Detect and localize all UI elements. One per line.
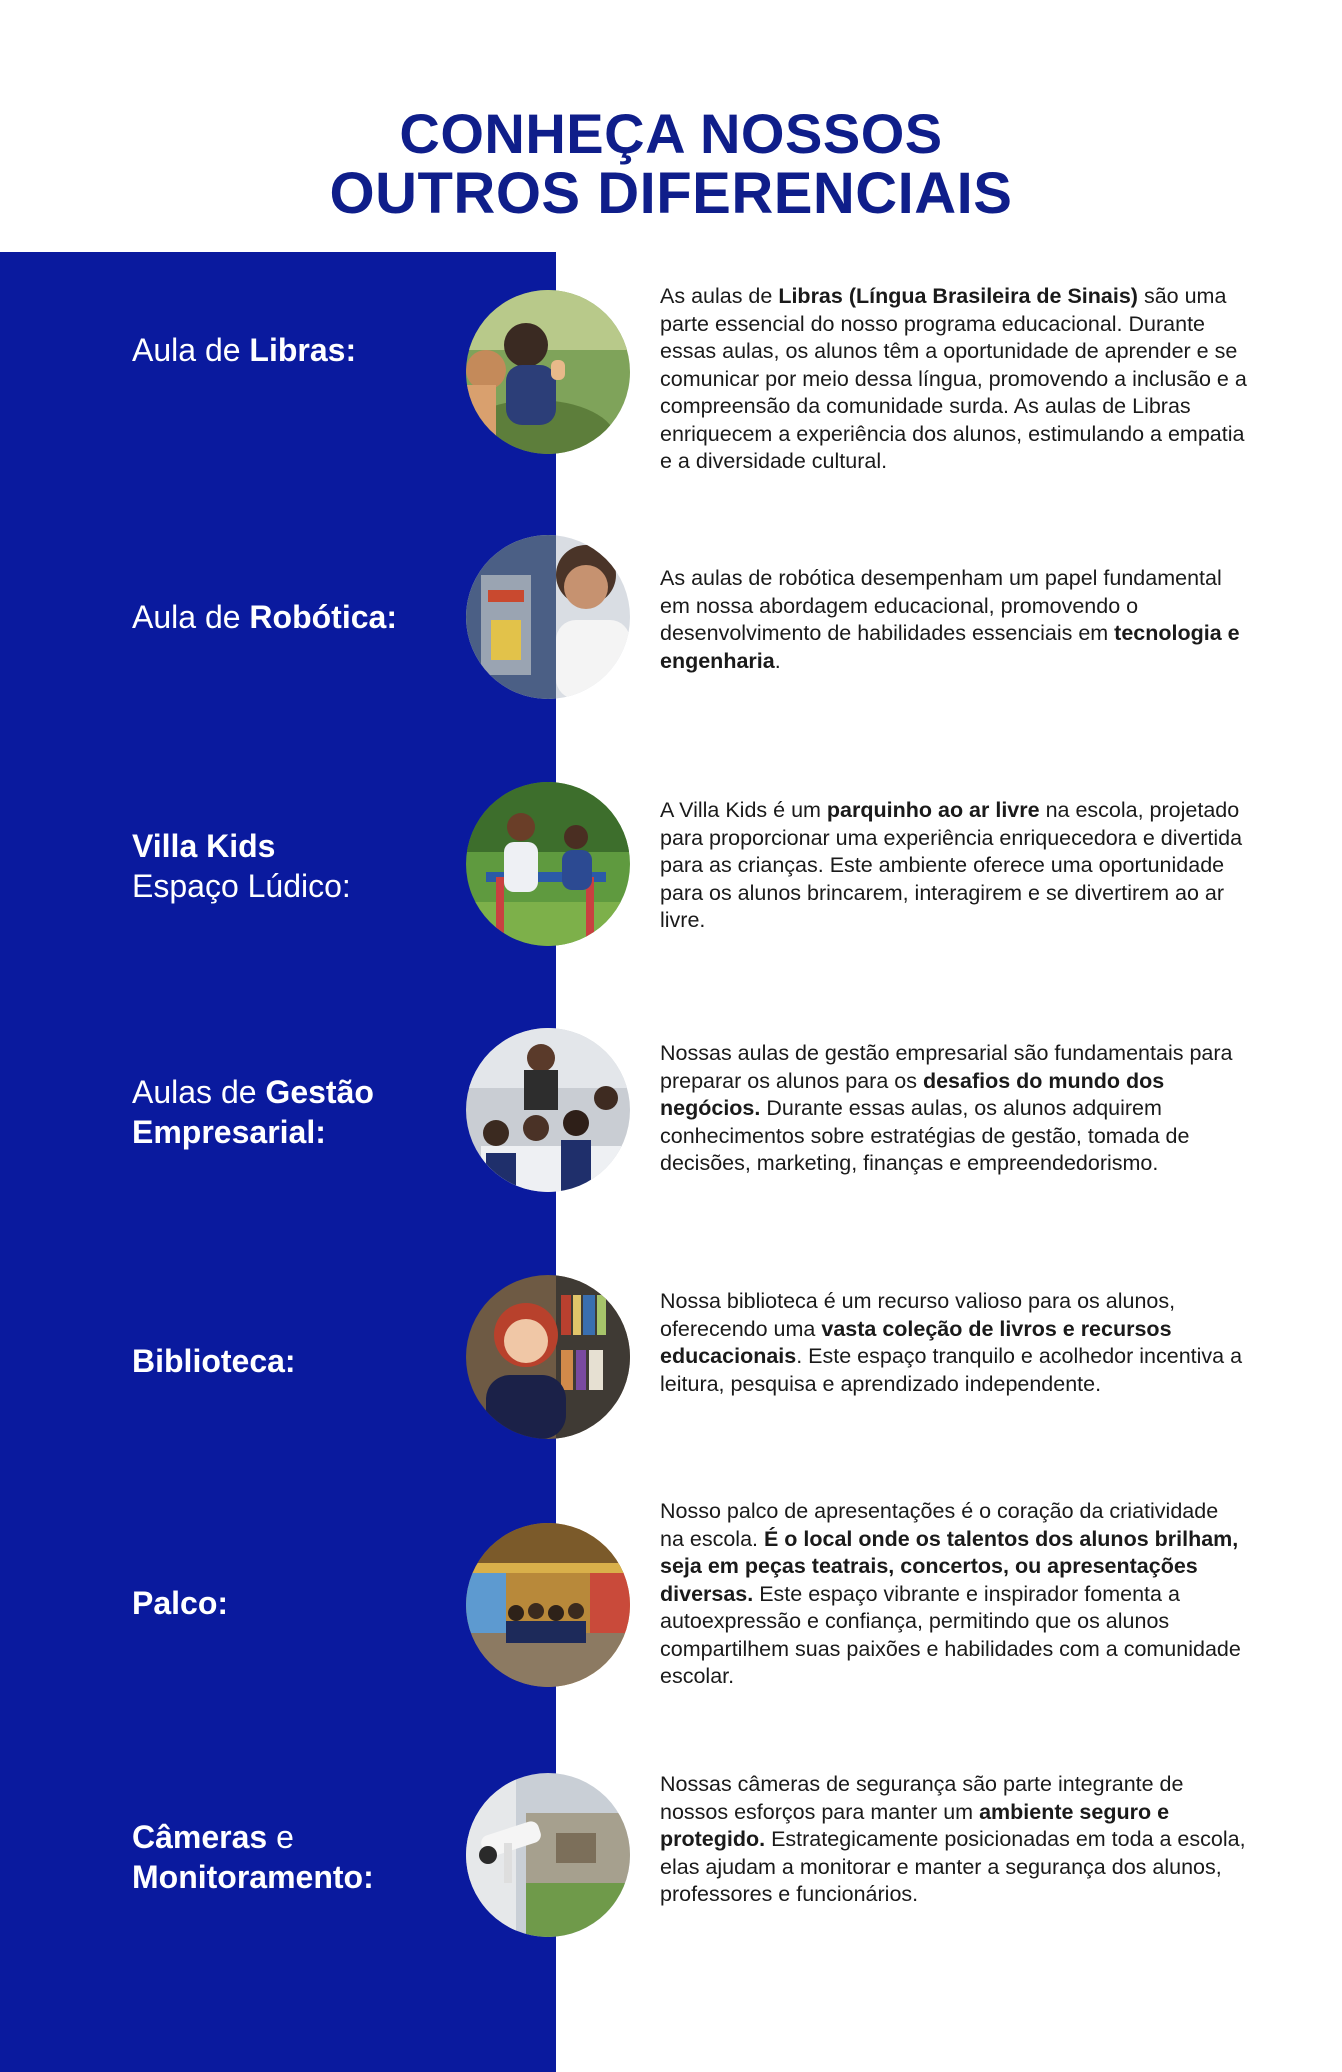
description-run: Este espaço vibrante e inspirador fomenta a autoexpressão e confiança, permitindo que os alunos compartilhem suas paixões e habilidades com a comunidade escolar. — [660, 1581, 1241, 1688]
blue-side-panel — [0, 252, 556, 2072]
feature-description — [660, 565, 1248, 675]
description-run: . Este espaço tranquilo e acolhedor incentiva a leitura, pesquisa e aprendizado independente. — [660, 1344, 1243, 1396]
description-run: . — [774, 648, 781, 673]
feature-description — [660, 1498, 1248, 1691]
security-camera-photo — [466, 1773, 630, 1937]
robotics-student-photo — [466, 535, 630, 699]
page-title — [0, 104, 1342, 224]
description-bold-run: vasta coleção de livros e recursos educacionais — [660, 1316, 1172, 1368]
description-run: são uma parte essencial do nosso programa educacional. Durante essas aulas, os alunos têm a oportunidade de aprender e se comunicar por meio dessa língua, promovendo a inclusão e a compreensão da comunidade surda. As aulas de Libras enriquecem a experiência dos alunos, estimulando a empatia e a diversidade cultural. — [660, 284, 1247, 473]
description-run: Nossa biblioteca é um recurso valioso para os alunos, oferecendo uma — [660, 1289, 1176, 1341]
description-run: Nosso palco de apresentações é o coração da criatividade na escola. — [660, 1499, 1219, 1551]
description-run: na escola, projetado para proporcionar uma experiência enriquecedora e divertida para as crianças. Este ambiente oferece uma oportunidade para os alunos brincarem, interagirem e se divertirem ao ar livre. — [660, 798, 1243, 932]
feature-label: Palco: — [132, 1585, 229, 1621]
business-class-group-photo — [466, 1028, 630, 1192]
description-run: As aulas de — [660, 284, 779, 308]
children-sign-language-photo — [466, 290, 630, 454]
feature-label: Aula de Libras: — [132, 332, 357, 368]
description-bold-run: É o local onde os talentos dos alunos brilham, seja em peças teatrais, concertos, ou apresentações diversas. — [660, 1526, 1239, 1606]
description-bold-run: Libras (Língua Brasileira de Sinais) — [778, 284, 1138, 308]
feature-description — [660, 283, 1248, 476]
feature-label: Biblioteca: — [132, 1343, 296, 1379]
description-bold-run: ambiente seguro e protegido. — [660, 1799, 1170, 1851]
description-run: A Villa Kids é um — [660, 798, 827, 822]
description-run: Estrategicamente posicionadas em toda a escola, elas ajudam a monitorar e manter a segurança dos alunos, professores e funcionários. — [660, 1827, 1246, 1906]
library-student-photo — [466, 1275, 630, 1439]
page-header — [0, 0, 1342, 252]
description-run: Nossas aulas de gestão empresarial são fundamentais para preparar os alunos para os — [660, 1041, 1233, 1093]
feature-label: Villa Kids Espaço Lúdico: — [132, 828, 351, 904]
feature-description — [660, 1288, 1248, 1398]
feature-description — [660, 1040, 1248, 1178]
description-bold-run: tecnologia e engenharia — [660, 621, 1240, 673]
description-run: Nossas câmeras de segurança são parte integrante de nossos esforços para manter um — [660, 1772, 1184, 1824]
page-title-line2: OUTROS DIFERENCIAIS — [329, 161, 1013, 226]
description-bold-run: parquinho ao ar livre — [826, 798, 1040, 822]
description-run: As aulas de robótica desempenham um papel fundamental em nossa abordagem educacional, promovendo o desenvolvimento de habilidades essenciais em — [660, 566, 1222, 645]
description-run: Durante essas aulas, os alunos adquirem conhecimentos sobre estratégias de gestão, tomada de decisões, marketing, finanças e empreendedorismo. — [660, 1096, 1190, 1175]
description-bold-run: desafios do mundo dos negócios. — [660, 1068, 1165, 1120]
feature-description — [660, 1771, 1248, 1909]
page-title-line1: CONHEÇA NOSSOS — [399, 102, 943, 165]
feature-label: Aulas de Gestão Empresarial: — [132, 1074, 374, 1150]
playground-photo — [466, 782, 630, 946]
feature-label: Aula de Robótica: — [132, 599, 397, 635]
feature-description — [660, 797, 1248, 935]
feature-label: Câmeras e Monitoramento: — [132, 1819, 374, 1895]
stage-performance-photo — [466, 1523, 630, 1687]
